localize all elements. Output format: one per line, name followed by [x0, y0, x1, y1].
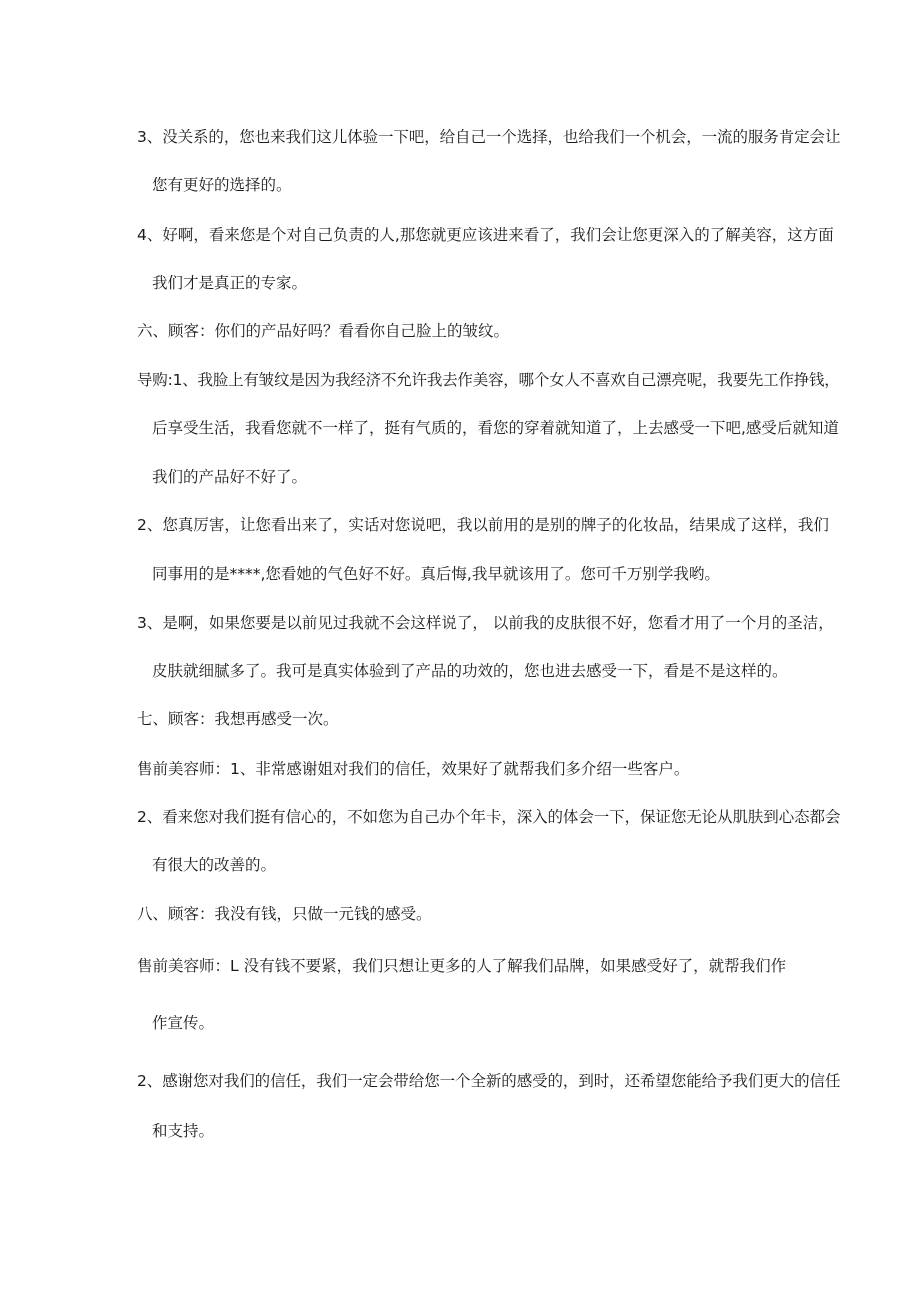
text-line: 有很大的改善的。: [152, 856, 277, 874]
text-line: 3、没关系的，您也来我们这儿体验一下吧，给自己一个选择，也给我们一个机会，一流的服务肯定会让: [137, 128, 841, 146]
text-line: 4、好啊，看来您是个对自己负责的人,那您就更应该进来看了，我们会让您更深入的了解美容，这方面: [137, 226, 834, 244]
text-line: 3、是啊，如果您要是以前见过我就不会这样说了， 以前我的皮肤很不好，您看才用了一个月的圣洁，: [137, 614, 834, 632]
text-line: 和支持。: [152, 1122, 215, 1140]
text-line: 2、您真厉害，让您看出来了，实话对您说吧，我以前用的是别的牌子的化妆品，结果成了这样，我们: [137, 516, 829, 534]
text-line: 作宣传。: [152, 1014, 215, 1032]
text-line: 您有更好的选择的。: [152, 176, 292, 194]
text-line: 2、看来您对我们挺有信心的，不如您为自己办个年卡，深入的体会一下，保证您无论从肌肤到心态都会: [137, 808, 841, 826]
section-heading: 七、顾客：我想再感受一次。: [137, 710, 339, 728]
text-line: 2、感谢您对我们的信任，我们一定会带给您一个全新的感受的，到时，还希望您能给予我们更大的信任: [137, 1072, 841, 1090]
text-line: 售前美容师：1、非常感谢姐对我们的信任，效果好了就帮我们多介绍一些客户。: [137, 760, 690, 778]
text-line: 我们才是真正的专家。: [152, 274, 308, 292]
text-line: 皮肤就细腻多了。我可是真实体验到了产品的功效的，您也进去感受一下，看是不是这样的。: [152, 662, 788, 680]
text-line: 我们的产品好不好了。: [152, 468, 308, 486]
text-line: 售前美容师：L 没有钱不要紧，我们只想让更多的人了解我们品牌，如果感受好了，就帮我们作: [137, 957, 787, 975]
text-line: 导购:1、我脸上有皱纹是因为我经济不允许我去作美容，哪个女人不喜欢自己漂亮呢，我要先工作挣钱，: [137, 371, 840, 389]
section-heading: 六、顾客：你们的产品好吗？看看你自己脸上的皱纹。: [137, 322, 510, 340]
section-heading: 八、顾客：我没有钱，只做一元钱的感受。: [137, 905, 432, 923]
text-line: 后享受生活，我看您就不一样了，挺有气质的，看您的穿着就知道了，上去感受一下吧,感受后就知道: [152, 419, 839, 437]
text-line: 同事用的是****,您看她的气色好不好。真后悔,我早就该用了。您可千万别学我哟。: [152, 565, 720, 583]
